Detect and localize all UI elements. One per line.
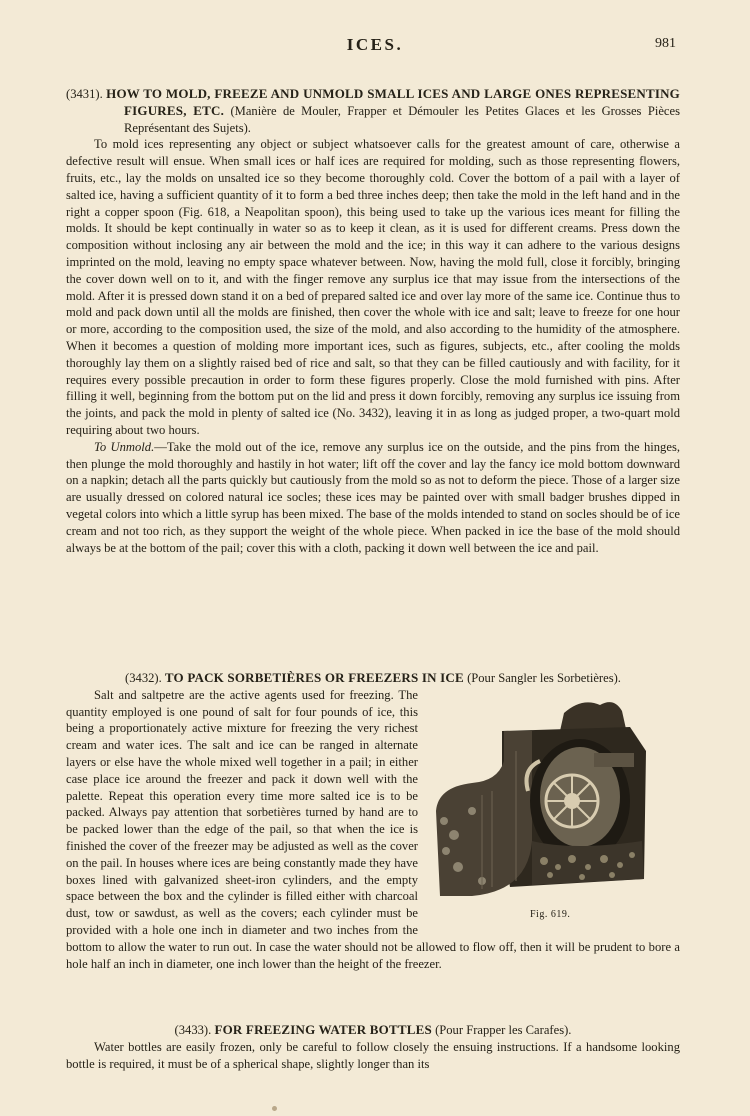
figure-caption: Fig. 619. <box>530 908 571 920</box>
unmold-text: —Take the mold out of the ice, remove any surplus ice on the outside, and the pins from the hinges, then plunge the mold thoroughly and hastily in hot water; lift off the cover and lay the fancy ice mold bottom downward on a napkin; detach all the parts quickly but cautiously from the mold so as not to deform the piece. Those of a larger size are usually dressed on colored natural ice socles; these ices may be painted over with small badger brushes dipped in vegetal colors into which a little syrup has been mixed. The base of the molds intended to stand on socles should be of ice cream and not too rich, as they support the weight of the whole piece. When packed in ice the base of the mold should always be at the bottom of the pail; cover this with a cloth, packing it down well between the ice and pail. <box>66 439 680 555</box>
section-3431-title: HOW TO MOLD, FREEZE AND UNMOLD SMALL ICES AND LARGE ONES REPRESENTING FIGURES, ETC. <box>106 86 680 118</box>
page-number: 981 <box>655 36 676 51</box>
section-3433-french-title: (Pour Frapper les Carafes). <box>435 1023 572 1037</box>
section-3432 <box>66 670 680 972</box>
unmold-subheading: To Unmold. <box>94 439 155 454</box>
section-3431-french-title: (Manière de Mouler, Frapper et Démouler les Petites Glaces et les Grosses Pièces Représentant des Sujets). <box>124 103 680 135</box>
section-3432-number: (3432). <box>125 671 162 685</box>
section-3432-title: TO PACK SORBETIÈRES OR FREEZERS IN ICE <box>164 670 464 685</box>
section-3433-heading <box>66 1022 680 1039</box>
section-3431 <box>66 86 680 556</box>
figure-619 <box>432 691 680 927</box>
section-3431-paragraph-1: To mold ices representing any object or subject whatsoever calls for the greatest amount of care, otherwise a defective result will ensue. When small ices or half ices are required for molding, such as those representing flowers, fruits, etc., lay the molds on unsalted ice so they become thoroughly cold. Cover the bottom of a pail with a layer of salted ice, having a sufficient quantity of it to form a bed three inches deep; then take the mold in the left hand and in the right a copper spoon (Fig. 618, a Neapolitan spoon), this being used to take up the various ices meant for filling the molds. It should be kept continually in water so as to keep it clean, as it is used for different creams. Press down the composition without inclosing any air between the mold and the ice; in this way it can adhere to the various designs imprinted on the mold, leaving no empty space whatever between. Now, having the mold full, close it forcibly, bringing the cover down well on to it, and with the finger remove any surplus ice that may issue from the intersections of the mold. After it is pressed down stand it on a bed of prepared salted ice and over lay more of the same ice. Continue thus to mold and pack down until all the molds are finished, then cover the whole with ice and salt; leave to freeze for one hour or more, according to the composition used, the size of the mold, and also according to the humidity of the atmosphere. When it becomes a question of molding more important ices, such as figures, subjects, etc., after cooling the molds thoroughly lay them on a slightly raised bed of rice and salt, so that they can be filled cautiously and with facility, for it requires every possible precaution in order to form these figures properly. Close the mold furnished with pins. After filling it well, beginning from the bottom put on the lid and press it down forcibly, removing any surplus ice issuing from the joints, and pack the mold in plenty of salted ice (No. 3432), leaving it in as long as judged proper, a two-quart mold requiring about two hours. <box>66 137 680 437</box>
freezer-illustration <box>432 691 680 905</box>
section-3431-paragraph-2 <box>66 439 680 557</box>
section-3432-paragraph-1: Salt and saltpetre are the active agents used for freezing. The quantity employed is one pound of salt for four pounds of ice, this being a proportionately active mixture for freezing the very richest cream and water ices. The salt and ice can be ranged in alternate layers or else have the whole mixed well together in a pail; in either case place ice around the freezer and pack it down well with the palette. Repeat this operation every time more salted ice is to be packed. Always pay attention that sorbetières turned by hand are to be packed lower than the edge of the pail, so that when the ice is finished the cover of the freezer may be adjusted as well as the cover on the pail. In houses where ices are being constantly made they have boxes lined with galvanized sheet-iron cylinders, and the empty space between the box and the cylinder is filled either with charcoal dust, tow or sawdust, as well as the covers; each cylinder must be provided with a hole one inch in diameter and two inches from the bottom to allow the water to run out. In case the water should not be allowed to flow off, then it will be prudent to bore a hole half an inch in diameter, one inch lower than the height of the freezer. <box>66 687 680 971</box>
running-title: ICES. <box>346 35 404 54</box>
section-3432-french-title: (Pour Sangler les Sorbetières). <box>467 671 621 685</box>
section-3433-number: (3433). <box>174 1023 212 1037</box>
section-3433 <box>66 1022 680 1072</box>
section-3431-number: (3431). <box>66 87 103 101</box>
section-3431-heading <box>66 86 680 136</box>
running-head <box>0 35 750 57</box>
section-3433-title: FOR FREEZING WATER BOTTLES <box>214 1022 432 1037</box>
paper-speck <box>272 1106 277 1111</box>
section-3433-paragraph-1: Water bottles are easily frozen, only be careful to follow closely the ensuing instructions. If a handsome looking bottle is required, it must be of a spherical shape, slightly longer than its <box>66 1039 680 1071</box>
section-3432-heading <box>66 670 680 687</box>
